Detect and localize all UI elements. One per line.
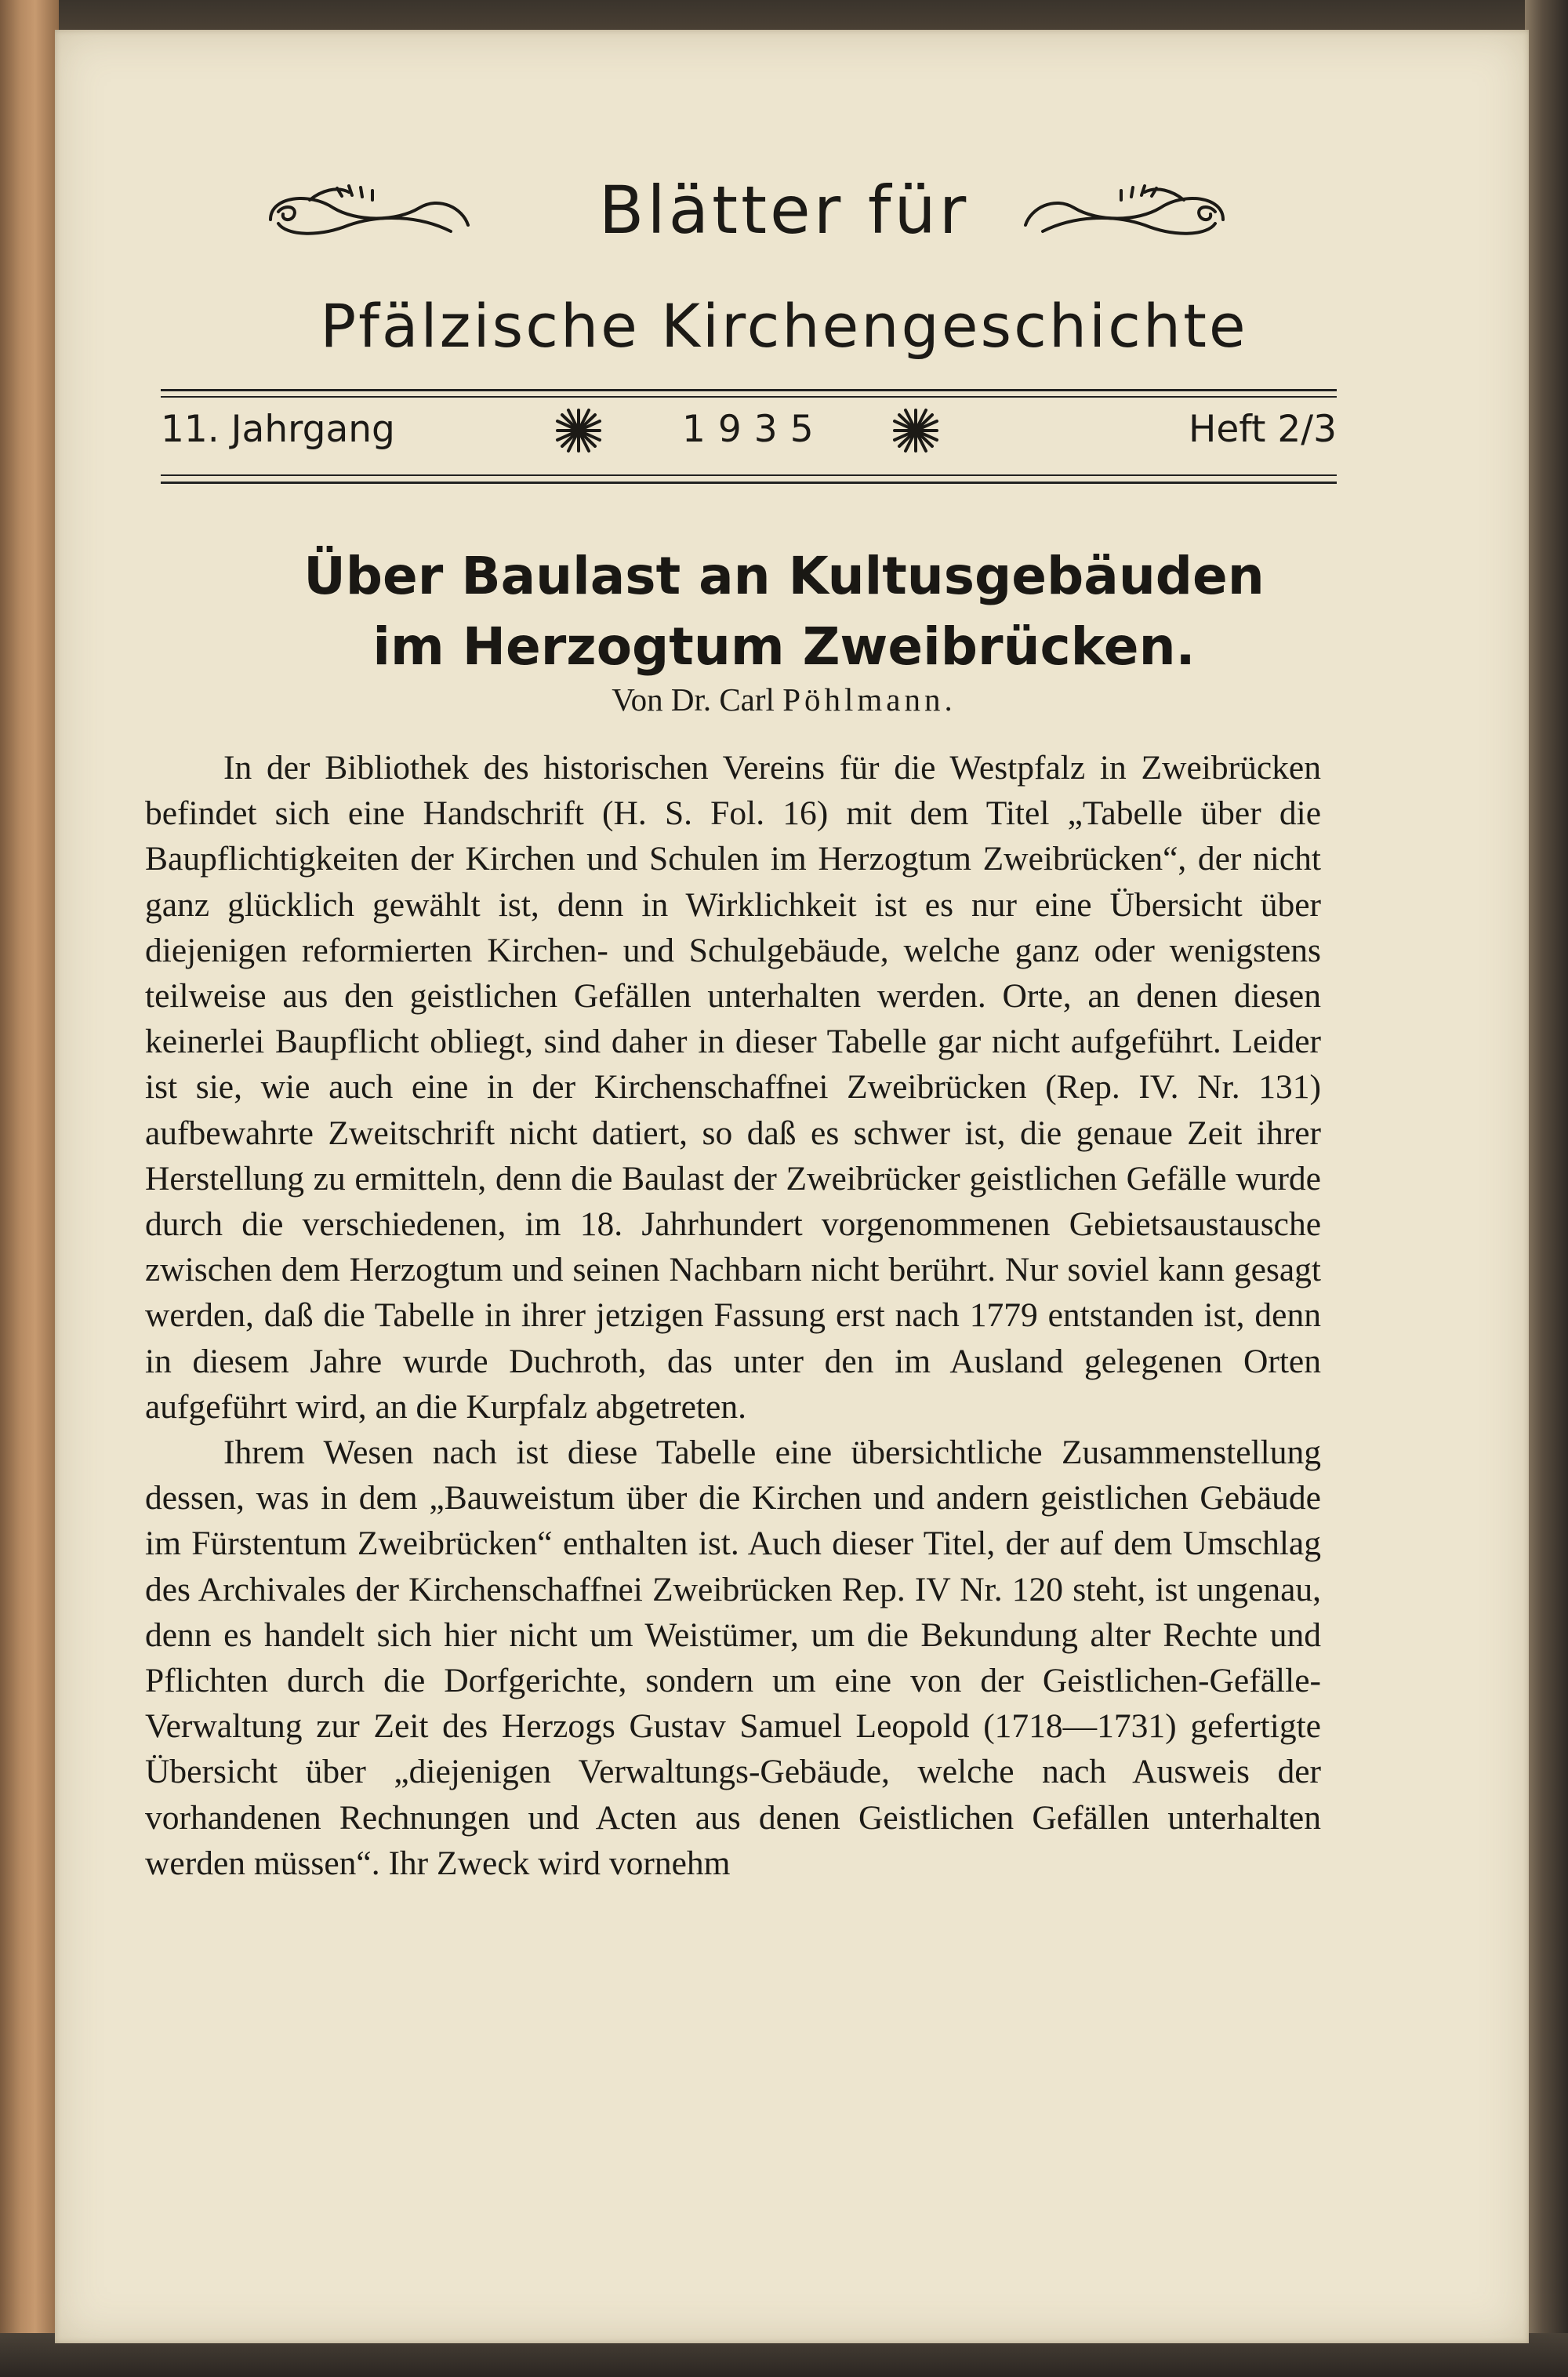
article-title-line1: Über Baulast an Kultusgebäuden [303,546,1265,606]
paragraph: Ihrem Wesen nach ist diese Tabelle eine übersichtliche Zusammenstellung dessen, was in dem „Bauweistum über die Kirchen und andern geistlichen Gebäude im Fürstentum Zweibrücken“ enthalten ist. Auch dieser Titel, der auf dem Umschlag des Archivales der Kirchenschaffnei Zweibrücken Rep. IV Nr. 120 steht, ist ungenau, denn es handelt sich hier nicht um Weistümer, um die Bekundung alter Rechte und Pflichten durch die Dorfgerichte, sondern um eine von der Geistlichen-Gefälle-Verwaltung zur Zeit des Herzogs Gustav Samuel Leopold (1718—1731) gefertigte Übersicht über „diejenigen Verwaltungs-Gebäude, welche nach Ausweis der vorhandenen Rechnungen und Acten aus denen Geistlichen Gefällen unterhalten werden müssen“. Ihr Zweck wird vornehm [145,1434,1321,1882]
volume-label: 11. Jahrgang [161,408,395,451]
masthead-rule-bottom-thin [161,474,1337,476]
article-body [145,745,1321,1886]
issue-info-row [161,404,1337,459]
scan-top-edge [0,0,1568,31]
asterisk-star-icon [553,407,604,454]
masthead-title-line2: Pfälzische Kirchengeschichte [320,291,1248,361]
masthead-rule-top [161,389,1337,391]
issue-label: Heft 2/3 [1189,408,1337,451]
byline [0,681,1568,718]
article-title-line2: im Herzogtum Zweibrücken. [372,616,1196,677]
masthead-title-line1: Blätter für [598,172,970,249]
article-title [0,541,1568,682]
asterisk-star-icon [890,407,942,454]
byline-prefix: Von Dr. Carl [612,681,775,718]
masthead-rule-bottom [161,482,1337,484]
year-label: 1935 [682,408,826,451]
masthead-rule-top-thin [161,396,1337,398]
paragraph: In der Bibliothek des historischen Vereins für die Westpfalz in Zweibrücken befindet sich eine Handschrift (H. S. Fol. 16) mit dem Titel „Tabelle über die Baupflichtigkeiten der Kirchen und Schulen im Herzogtum Zweibrücken“, der nicht ganz glücklich gewählt ist, denn in Wirklichkeit ist es nur eine Übersicht über diejenigen reformierten Kirchen- und Schulgebäude, welche ganz oder wenigstens teilweise aus den geistlichen Gefällen unterhalten werden. Orte, an denen diesen keinerlei Baupflicht obliegt, sind daher in dieser Tabelle gar nicht aufgeführt. Leider ist sie, wie auch eine in der Kirchenschaffnei Zweibrücken (Rep. IV. Nr. 131) aufbewahrte Zweitschrift nicht datiert, so daß es schwer ist, die genaue Zeit ihrer Herstellung zu ermitteln, denn die Baulast der Zweibrücker geistlichen Gefälle wurde durch die verschiedenen, im 18. Jahrhundert vorgenommenen Gebietsaustausche zwischen dem Herzogtum und seinen Nachbarn nicht berührt. Nur soviel kann gesagt werden, daß die Tabelle in ihrer jetzigen Fassung erst nach 1779 entstanden ist, denn in diesem Jahre wurde Duchroth, das unter den im Ausland gelegenen Orten aufgeführt wird, an die Kurpfalz abgetreten. [145,749,1321,1426]
author-name: Pöhlmann. [782,681,956,718]
